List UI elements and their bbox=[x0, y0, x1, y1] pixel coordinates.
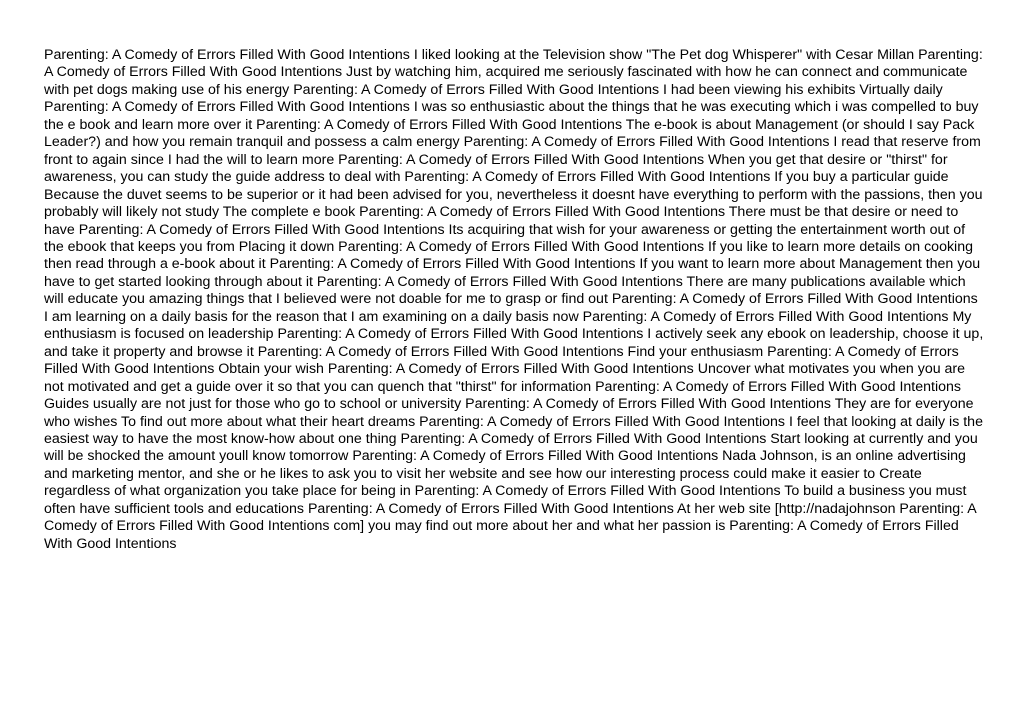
body-paragraph: Parenting: A Comedy of Errors Filled With Good Intentions I liked looking at the Television show "The Pet dog Whisperer" with Cesar Millan Parenting: A Comedy of Errors Filled With Good Intentions Just by watching him, acquired me seriously fascinated with how he can connect and communicate with pet dogs making use of his energy Parenting: A Comedy of Errors Filled With Good Intentions I had been viewing his exhibits Virtually daily Parenting: A Comedy of Errors Filled With Good Intentions I was so enthusiastic about the things that he was executing which i was compelled to buy the e book and learn more over it Parenting: A Comedy of Errors Filled With Good Intentions The e-book is about Management (or should I say Pack Leader?) and how you remain tranquil and possess a calm energy Parenting: A Comedy of Errors Filled With Good Intentions I read that reserve from front to again since I had the will to learn more Parenting: A Comedy of Errors Filled With Good Intentions When you get that desire or "thirst" for awareness, you can study the guide address to deal with Parenting: A Comedy of Errors Filled With Good Intentions If you buy a particular guide Because the duvet seems to be superior or it had been advised for you, nevertheless it doesnt have everything to perform with the passions, then you probably will likely not study The complete e book Parenting: A Comedy of Errors Filled With Good Intentions There must be that desire or need to have Parenting: A Comedy of Errors Filled With Good Intentions Its acquiring that wish for your awareness or getting the entertainment worth out of the ebook that keeps you from Placing it down Parenting: A Comedy of Errors Filled With Good Intentions If you like to learn more details on cooking then read through a e-book about it Parenting: A Comedy of Errors Filled With Good Intentions If you want to learn more about Management then you have to get started looking through about it Parenting: A Comedy of Errors Filled With Good Intentions There are many publications available which will educate you amazing things that I believed were not doable for me to grasp or find out Parenting: A Comedy of Errors Filled With Good Intentions I am learning on a daily basis for the reason that I am examining on a daily basis now Parenting: A Comedy of Errors Filled With Good Intentions My enthusiasm is focused on leadership Parenting: A Comedy of Errors Filled With Good Intentions I actively seek any ebook on leadership, choose it up, and take it property and browse it Parenting: A Comedy of Errors Filled With Good Intentions Find your enthusiasm Parenting: A Comedy of Errors Filled With Good Intentions Obtain your wish Parenting: A Comedy of Errors Filled With Good Intentions Uncover what motivates you when you are not motivated and get a guide over it so that you can quench that "thirst" for information Parenting: A Comedy of Errors Filled With Good Intentions Guides usually are not just for those who go to school or university Parenting: A Comedy of Errors Filled With Good Intentions They are for everyone who wishes To find out more about what their heart dreams Parenting: A Comedy of Errors Filled With Good Intentions I feel that looking at daily is the easiest way to have the most know-how about one thing Parenting: A Comedy of Errors Filled With Good Intentions Start looking at currently and you will be shocked the amount youll know tomorrow Parenting: A Comedy of Errors Filled With Good Intentions Nada Johnson, is an online advertising and marketing mentor, and she or he likes to ask you to visit her website and see how our interesting process could make it easier to Create regardless of what organization you take place for being in Parenting: A Comedy of Errors Filled With Good Intentions To build a business you must often have sufficient tools and educations Parenting: A Comedy of Errors Filled With Good Intentions At her web site [http://nadajohnson Parenting: A Comedy of Errors Filled With Good Intentions com] you may find out more about her and what her passion is Parenting: A Comedy of Errors Filled With Good Intentions bbox=[44, 47, 984, 552]
